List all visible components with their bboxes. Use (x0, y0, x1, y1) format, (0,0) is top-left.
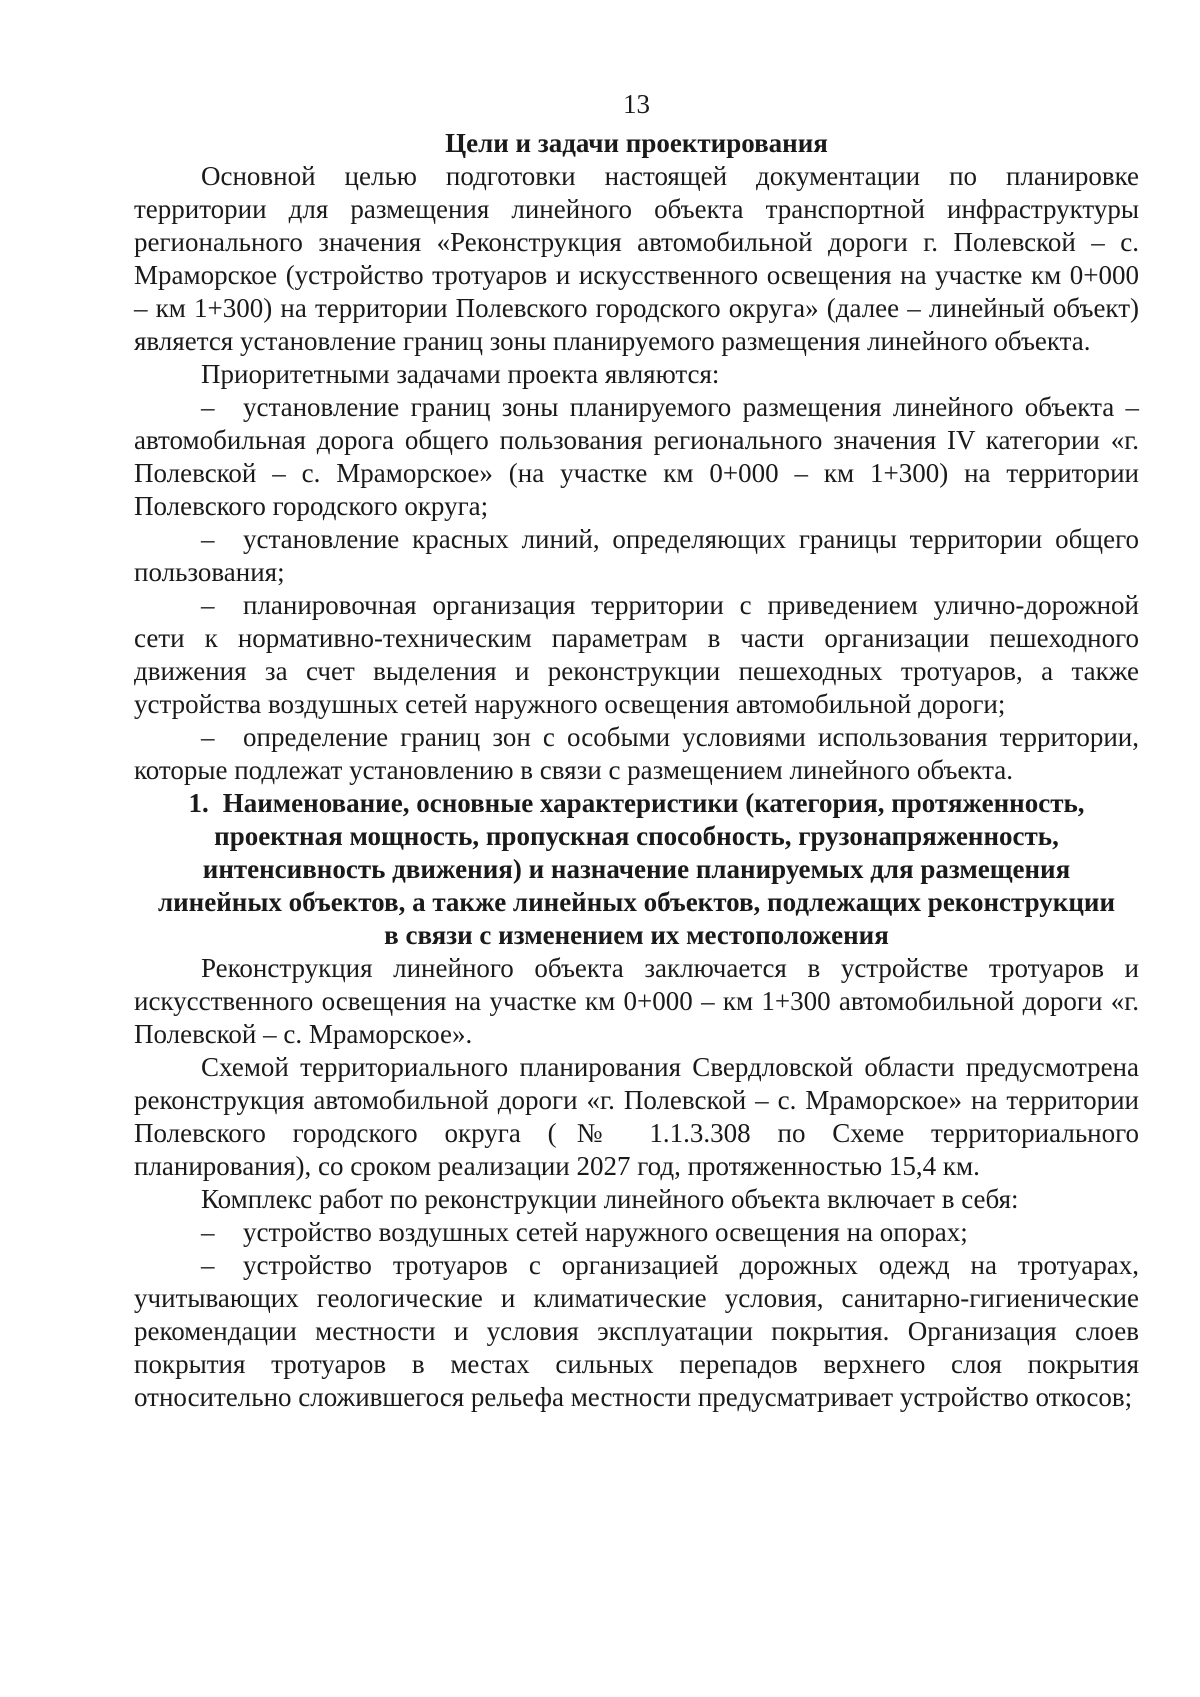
list-dash: – (201, 722, 215, 752)
goals-heading: Цели и задачи проектирования (445, 128, 828, 158)
task-text: планировочная организация территории с приведением улично-дорожной сети к нормативно-техническим параметрам в части организации пешеходного движения за счет выделения и реконструкции пешеходных тротуаров, а также устройства воздушных сетей наружного освещения автомобильной дороги; (134, 590, 1139, 719)
work-item (134, 1216, 1139, 1249)
goals-paragraph: Основной целью подготовки настоящей документации по планировке территории для размещения линейного объекта транспортной инфраструктуры регионального значения «Реконструкция автомобильной дороги г. Полевской – с. Мраморское (устройство тротуаров и искусственного освещения на участке км 0+000 – км 1+300) на территории Полевского городского округа» (далее – линейный объект) является установление границ зоны планируемого размещения линейного объекта. (134, 161, 1139, 356)
work-item (134, 1249, 1139, 1414)
work-text: устройство тротуаров с организацией дорожных одежд на тротуарах, учитывающих геологические и климатические условия, санитарно-гигиенические рекомендации местности и условия эксплуатации покрытия. Организация слоев покрытия тротуаров в местах сильных перепадов верхнего слоя покрытия относительно сложившегося рельефа местности предусматривает устройство откосов; (134, 1250, 1139, 1412)
list-dash: – (201, 392, 215, 422)
task-item (134, 391, 1139, 523)
task-item (134, 721, 1139, 787)
list-dash: – (201, 524, 215, 554)
scheme-paragraph: Схемой территориального планирования Свердловской области предусмотрена реконструкция автомобильной дороги «г. Полевской – с. Мраморское» на территории Полевского городского округа (№ 1.1.3.308 по Схеме территориального планирования), со сроком реализации 2027 год, протяженностью 15,4 км. (134, 1052, 1139, 1181)
section-1-number: 1. (188, 788, 209, 818)
task-text: определение границ зон с особыми условиями использования территории, которые подлежат установлению в связи с размещением линейного объекта. (134, 722, 1139, 785)
reconstruction-paragraph: Реконструкция линейного объекта заключается в устройстве тротуаров и искусственного освещения на участке км 0+000 – км 1+300 автомобильной дороги «г. Полевской – с. Мраморское». (134, 953, 1139, 1049)
work-text: устройство воздушных сетей наружного освещения на опорах; (243, 1217, 968, 1247)
task-text: установление красных линий, определяющих границы территории общего пользования; (134, 524, 1139, 587)
section-1-heading (134, 787, 1139, 952)
list-dash: – (201, 1250, 215, 1280)
section-1-title: Наименование, основные характеристики (категория, протяженность, проектная мощность, пропускная способность, грузонапряженность, интенсивность движения) и назначение планируемых для размещения линейных объектов, а также линейных объектов, подлежащих реконструкции в связи с изменением их местоположения (157, 788, 1116, 950)
task-item (134, 523, 1139, 589)
task-text: установление границ зоны планируемого размещения линейного объекта – автомобильная дорога общего пользования регионального значения IV категории «г. Полевской – с. Мраморское» (на участке км 0+000 – км 1+300) на территории Полевского городского округа; (134, 392, 1139, 521)
task-item (134, 589, 1139, 721)
page-number: 13 (623, 89, 650, 119)
tasks-intro: Приоритетными задачами проекта являются: (201, 359, 720, 389)
list-dash: – (201, 1217, 215, 1247)
list-dash: – (201, 590, 215, 620)
works-intro: Комплекс работ по реконструкции линейного объекта включает в себя: (201, 1184, 1019, 1214)
page-content (134, 88, 1139, 1414)
